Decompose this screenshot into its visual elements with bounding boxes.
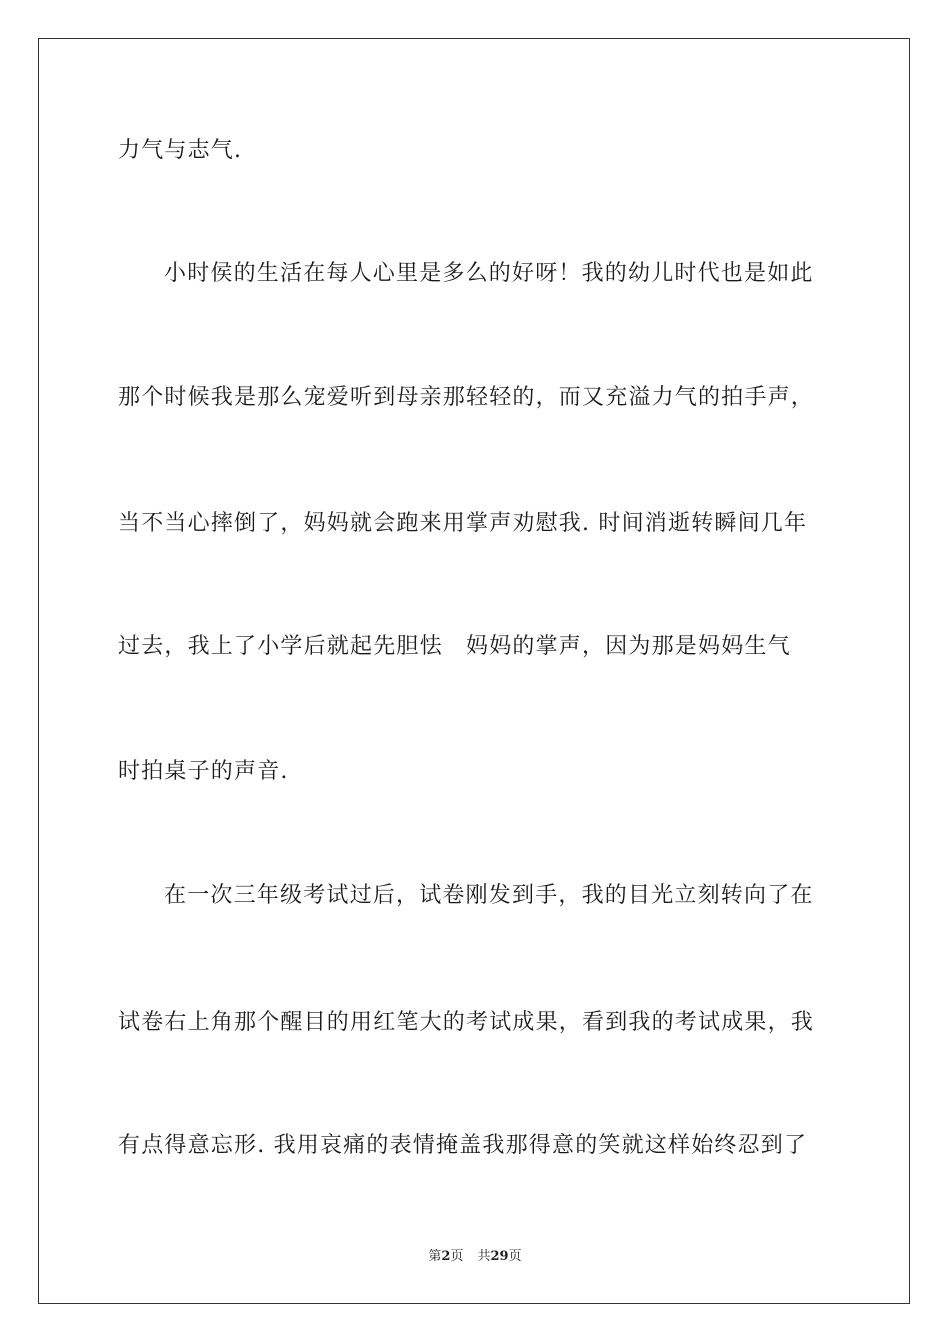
page-footer: [0, 1249, 950, 1265]
page-prefix: 第: [428, 1249, 442, 1264]
text-line-4: 当不当心摔倒了，妈妈就会跑来用掌声劝慰我. 时间消逝转瞬间几年: [118, 511, 808, 536]
page-border: [38, 38, 910, 1304]
text-line-8: 试卷右上角那个醒目的用红笔大的考试成果，看到我的考试成果，我: [118, 1010, 815, 1035]
text-line-5: 过去，我上了小学后就起先胆怯 妈妈的掌声，因为那是妈妈生气: [118, 634, 791, 659]
text-line-9: 有点得意忘形. 我用哀痛的表情掩盖我那得意的笑就这样始终忍到了: [118, 1133, 808, 1158]
total-suffix: 页: [508, 1249, 522, 1264]
text-line-3: 那个时候我是那么宠爱听到母亲那轻轻的，而又充溢力气的拍手声，: [118, 385, 815, 410]
page-suffix: 页: [450, 1249, 464, 1264]
page-number: 2: [441, 1249, 451, 1264]
text-line-1: 力气与志气.: [118, 138, 243, 163]
total-prefix: 共: [477, 1249, 491, 1264]
text-line-6: 时拍桌子的声音.: [118, 759, 289, 784]
total-pages: 29: [490, 1249, 509, 1264]
text-line-2: 小时侯的生活在每人心里是多么的好呀！我的幼儿时代也是如此: [164, 261, 814, 286]
text-line-7: 在一次三年级考试过后，试卷刚发到手，我的目光立刻转向了在: [164, 883, 814, 908]
